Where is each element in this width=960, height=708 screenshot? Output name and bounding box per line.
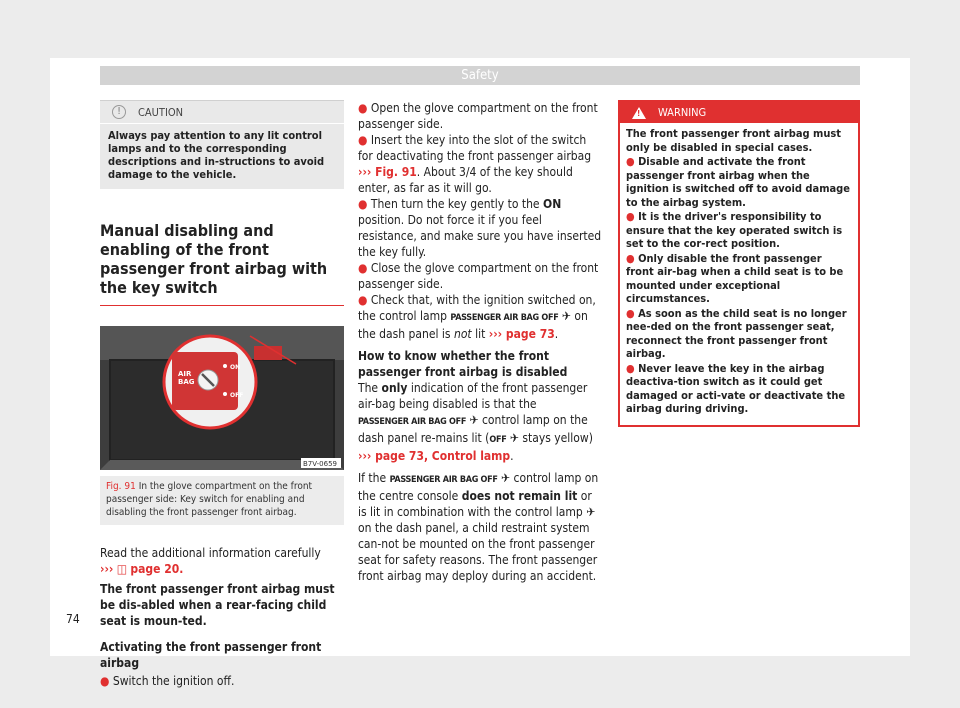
step-switch-off: [100, 673, 344, 689]
figure-label-air: AIR: [178, 370, 192, 378]
warning-box: [618, 100, 860, 427]
warning-header: [620, 102, 858, 123]
control-lamp-link[interactable]: ››› page 73, Control lamp: [358, 449, 511, 463]
book-icon: ◫: [116, 562, 127, 576]
passenger-airbag-off-lamp-2: PASSENGER AIR BAG OFF: [358, 417, 467, 427]
step-check-lamp: ● Check that, with the ignition switched on, the control lamp PASSENGER AIR BAG OFF ✈ on the dash panel is not lit ››› page 73.: [358, 293, 596, 341]
on-symbol: ON: [543, 197, 562, 211]
must-disable-text: The front passenger front airbag must be dis-abled when a rear-facing child seat is moun-ted.: [100, 582, 335, 628]
how-to-know-heading: How to know whether the front passenger front airbag is disabled: [358, 349, 568, 379]
read-info: [100, 545, 344, 577]
info-icon: !: [112, 105, 126, 119]
if-lamp-not-lit-para: If the PASSENGER AIR BAG OFF ✈ control lamp on the centre console does not remain lit or is lit in combination with the control lamp ✈ on the dash panel, a child restraint system can-not be mounted on the front passenger seat for safety reasons. The front passenger front airbag may deploy during an accident.: [358, 471, 599, 583]
warning-item: ● As soon as the child seat is no longer nee-ded on the front passenger seat, reconnect the front passenger front airbag.: [626, 306, 847, 360]
caution-header: [100, 101, 344, 124]
figure-label-on: ON: [230, 364, 241, 371]
warning-item: ● Never leave the key in the airbag deactiva-tion switch as it could get damaged or acti-vate or deactivate the airbag during driving.: [626, 361, 846, 415]
column-1: [100, 100, 344, 689]
column-3: [618, 100, 860, 427]
caution-text: Always pay attention to any lit control lamps and to the corresponding descriptions and in-structions to avoid damage to the vehicle.: [108, 129, 325, 181]
step-close-glove: ● Close the glove compartment on the front passenger side.: [358, 261, 599, 291]
warning-item: ● Disable and activate the front passenger front airbag when the ignition is switched off to avoid damage to the airbag system.: [626, 155, 850, 209]
caption-text: In the glove compartment on the front passenger side: Key switch for enabling and disabling the front passenger front airbag.: [106, 481, 313, 518]
warning-triangle-icon: !: [632, 107, 646, 119]
airbag-lamp-icon: ✈: [469, 413, 479, 427]
figure-caption: [100, 476, 344, 525]
read-info-link-arrow[interactable]: ›››: [100, 562, 114, 576]
figure-label-off: OFF: [230, 392, 244, 399]
airbag-lamp-icon: ✈: [509, 431, 519, 445]
airbag-lamp-icon: ✈: [501, 471, 511, 485]
section-header: Safety: [100, 66, 860, 85]
caption-ref: Fig. 91: [106, 481, 136, 492]
step-open-glove: ● Open the glove compartment on the front passenger side.: [358, 101, 598, 131]
read-info-link[interactable]: page 20.: [130, 562, 184, 576]
figure-code: B7V-0659: [303, 460, 337, 468]
step-turn-key: ● Then turn the key gently to the ON position. Do not force it if you feel resistance, and make sure you have inserted the key fully.: [358, 197, 602, 259]
warning-body: [620, 123, 858, 425]
glove-compartment-illustration: [100, 326, 344, 470]
caution-label: CAUTION: [138, 105, 184, 119]
step-insert-key: ● Insert the key into the slot of the switch for deactivating the front passenger airbag ››› Fig. 91. About 3/4 of the key should enter, as far as it will go.: [358, 133, 592, 195]
figure-91-image: [100, 326, 344, 470]
read-info-text: Read the additional information carefully: [100, 546, 321, 560]
step-text: Switch the ignition off.: [112, 674, 235, 688]
caution-box: [100, 100, 344, 189]
airbag-warning-lamp-icon: ✈: [586, 505, 596, 519]
passenger-airbag-off-lamp-3: PASSENGER AIR BAG OFF: [389, 475, 498, 485]
page-number: 74: [66, 612, 80, 626]
activating-heading: Activating the front passenger front airbag: [100, 640, 322, 670]
bullet: ●: [100, 674, 110, 688]
warning-item: ● It is the driver's responsibility to ensure that the key operated switch is set to the cor-rect position.: [626, 210, 843, 250]
airbag-lamp-icon: ✈: [561, 309, 571, 323]
figure-label-bag: BAG: [178, 378, 195, 386]
fig-ref-link[interactable]: ››› Fig. 91: [358, 165, 417, 179]
warning-item: ● Only disable the front passenger front air-bag when a child seat is to be mounted under exceptional circumstances.: [626, 251, 844, 305]
page-73-link[interactable]: ››› page 73: [488, 327, 555, 341]
passenger-airbag-off-lamp: PASSENGER AIR BAG OFF: [450, 313, 559, 323]
how-to-know-para: The only indication of the front passenger air-bag being disabled is that the PASSENGER AIR BAG OFF ✈ control lamp on the dash panel re-mains lit (OFF ✈ stays yellow) ››› page 73, Control lamp.: [358, 381, 593, 463]
warning-label: WARNING: [658, 106, 707, 119]
warning-intro: The front passenger front airbag must only be disabled in special cases.: [626, 127, 842, 154]
section-title: Manual disabling and enabling of the front passenger front airbag with the key switch: [100, 221, 344, 306]
column-2: [358, 100, 602, 584]
